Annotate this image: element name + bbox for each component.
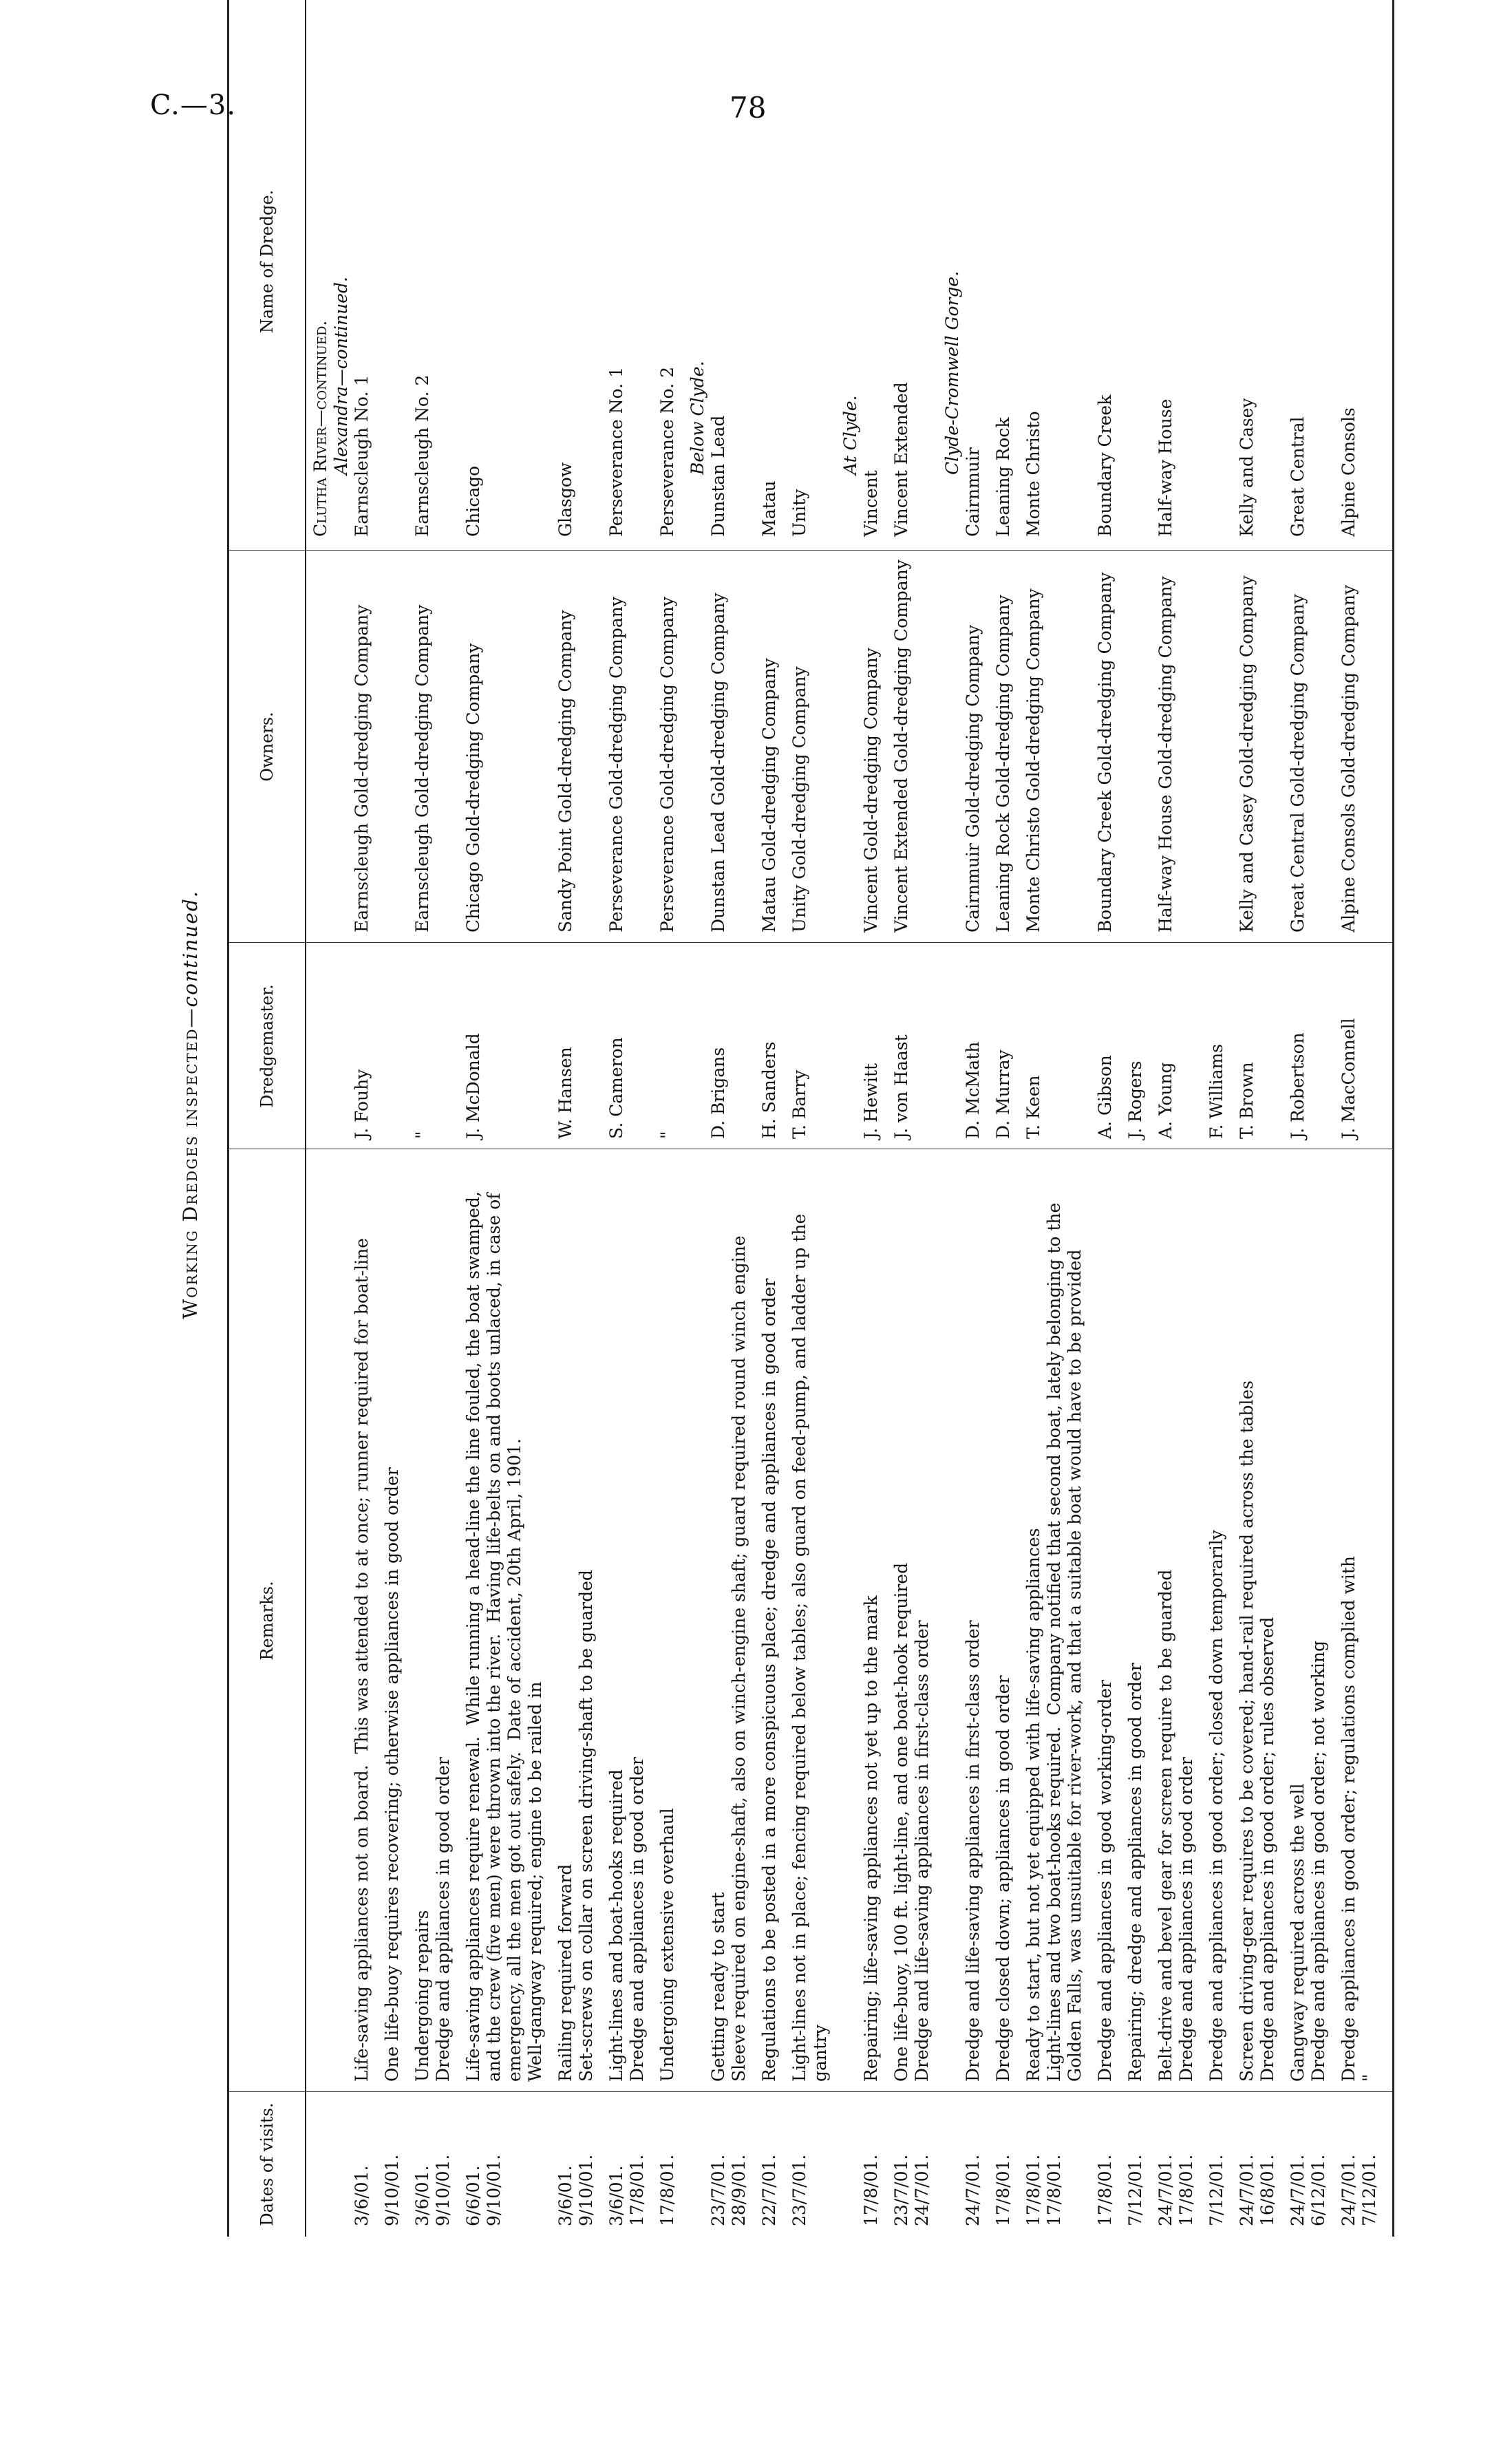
page-number: 78 <box>730 91 767 125</box>
owner-name: Cairnmuir Gold-dredging Company <box>963 624 983 932</box>
section-heading: Alexandra—continued. <box>331 277 351 475</box>
visit-dates: 17/8/01. <box>861 2154 881 2226</box>
dredgemaster: D. McMath <box>963 1041 983 1139</box>
column-divider <box>229 550 1392 943</box>
dredge-name: Chicago <box>463 465 483 537</box>
owner-name: Matau Gold-dredging Company <box>759 658 779 932</box>
owner-name: Kelly and Casey Gold-dredging Company <box>1237 575 1257 932</box>
visit-dates: 17/8/01. <box>993 2154 1013 2226</box>
dredgemaster: A. Young <box>1156 1062 1175 1139</box>
remarks-text: One life-buoy, 100 ft. light-line, and one boat-hook required Dredge and life-saving appliances in first-class order <box>891 1562 932 2082</box>
column-divider <box>229 2091 1392 2237</box>
dredge-name: Earnscleugh No. 2 <box>412 374 432 537</box>
dredge-name: Alpine Consols <box>1339 407 1359 537</box>
remarks-text: Ready to start, but not yet equipped with life-saving appliances Light-lines and two boat-hooks required. Company notified that second boat, lately belonging to the Golden Falls, was unsuitable for river-work, and that a suitable boat would have to be provided <box>1023 1202 1085 2082</box>
dredgemaster: " <box>412 1131 432 1139</box>
visit-dates: 7/12/01. <box>1125 2154 1145 2226</box>
visit-dates: 17/8/01. <box>657 2154 677 2226</box>
visit-dates: 23/7/01. <box>789 2154 809 2226</box>
owner-name: Great Central Gold-dredging Company <box>1288 594 1308 932</box>
column-divider <box>229 1149 1392 2092</box>
dredgemaster: F. Williams <box>1206 1043 1226 1139</box>
remarks-text: Dredge and life-saving appliances in first-class order <box>963 1620 983 2082</box>
visit-dates: 7/12/01. <box>1206 2154 1226 2226</box>
dredge-name: Dunstan Lead <box>708 415 728 537</box>
owner-name: Monte Christo Gold-dredging Company <box>1023 588 1043 932</box>
dredge-name: Glasgow <box>555 462 575 537</box>
dredge-name: Monte Christo <box>1023 411 1043 537</box>
owner-name: Perseverance Gold-dredging Company <box>606 597 626 932</box>
header-master: Dredgemaster. <box>257 984 277 1108</box>
remarks-text: Dredge appliances in good order; regulations complied with " <box>1339 1555 1379 2082</box>
visit-dates: 3/6/01. 9/10/01. <box>555 2154 596 2226</box>
owner-name: Unity Gold-dredging Company <box>789 666 809 932</box>
dredge-name: Boundary Creek <box>1095 394 1115 537</box>
remarks-text: Getting ready to start Sleeve required on engine-shaft, also on winch-engine shaft; guard required round winch engine <box>708 1235 749 2082</box>
dredges-table <box>227 0 1394 2237</box>
visit-dates: 23/7/01. 24/7/01. <box>891 2154 932 2226</box>
dredgemaster: T. Brown <box>1237 1062 1257 1139</box>
remarks-text: Dredge closed down; appliances in good order <box>993 1675 1013 2082</box>
owner-name: Alpine Consols Gold-dredging Company <box>1339 584 1359 932</box>
dredgemaster: T. Barry <box>789 1069 809 1139</box>
visit-dates: 3/6/01. 17/8/01. <box>606 2154 647 2226</box>
section-heading: Clutha River—continued. <box>310 320 330 537</box>
column-divider <box>229 942 1392 1149</box>
dredgemaster: J. Fouhy <box>352 1069 372 1139</box>
dredge-name: Perseverance No. 1 <box>606 367 626 537</box>
visit-dates: 24/7/01. 7/12/01. <box>1339 2154 1379 2226</box>
dredge-name: Half-way House <box>1156 398 1175 537</box>
dredge-name: Great Central <box>1288 416 1308 537</box>
header-owners: Owners. <box>257 712 277 782</box>
dredge-name: Matau <box>759 480 779 537</box>
section-heading: Below Clyde. <box>688 361 707 475</box>
visit-dates: 6/6/01. 9/10/01. <box>463 2154 504 2226</box>
dredgemaster: J. von Haast <box>891 1034 911 1139</box>
dredge-name: Kelly and Casey <box>1237 398 1257 537</box>
dredge-name: Vincent <box>861 470 881 537</box>
caption-title: Working Dredges inspected <box>179 1027 202 1319</box>
visit-dates: 17/8/01. <box>1095 2154 1115 2226</box>
owner-name: Chicago Gold-dredging Company <box>463 643 483 932</box>
visit-dates: 3/6/01. 9/10/01. <box>412 2154 453 2226</box>
remarks-text: Light-lines and boat-hooks required Dredge and appliances in good order <box>606 1757 647 2082</box>
visit-dates: 17/8/01. 17/8/01. <box>1023 2154 1064 2226</box>
dredge-name: Vincent Extended <box>891 382 911 537</box>
visit-dates: 23/7/01. 28/9/01. <box>708 2154 749 2226</box>
header-remarks: Remarks. <box>257 1581 277 1661</box>
visit-dates: 3/6/01. <box>352 2165 372 2226</box>
visit-dates: 22/7/01. <box>759 2154 779 2226</box>
table-caption <box>179 0 223 2237</box>
owner-name: Vincent Extended Gold-dredging Company <box>891 559 911 932</box>
owner-name: Dunstan Lead Gold-dredging Company <box>708 593 728 932</box>
dredgemaster: A. Gibson <box>1095 1055 1115 1139</box>
visit-dates: 9/10/01. <box>382 2154 402 2226</box>
owner-name: Boundary Creek Gold-dredging Company <box>1095 572 1115 932</box>
dredge-name: Cairnmuir <box>963 447 983 537</box>
owner-name: Vincent Gold-dredging Company <box>861 648 881 932</box>
dredgemaster: J. Hewitt <box>861 1063 881 1139</box>
dredgemaster: T. Keen <box>1023 1075 1043 1139</box>
dredge-name: Unity <box>789 489 809 537</box>
remarks-text: One life-buoy requires recovering; otherwise appliances in good order <box>382 1467 402 2082</box>
rotated-table-region <box>179 0 1411 2237</box>
remarks-text: Life-saving appliances require renewal. While running a head-line the line fouled, the boat swamped, and the crew (five men) were thrown into the river. Having life-belts on and boots unlaced, in case of emergency, all the men got out safely. Date of accident, 20th April, 1901. Well-gangway required; engine to be railed in <box>463 1191 545 2082</box>
dredgemaster: J. MacConnell <box>1339 1018 1359 1139</box>
owner-name: Earnscleugh Gold-dredging Company <box>352 604 372 932</box>
dredge-name: Earnscleugh No. 1 <box>352 374 372 537</box>
dredgemaster: J. Rogers <box>1125 1060 1145 1139</box>
remarks-text: Regulations to be posted in a more conspicuous place; dredge and appliances in good order <box>759 1278 779 2082</box>
remarks-text: Belt-drive and bevel gear for screen require to be guarded Dredge and appliances in good order <box>1156 1569 1196 2082</box>
remarks-text: Light-lines not in place; fencing required below tables; also guard on feed-pump, and ladder up the gantry <box>789 1208 830 2082</box>
dredgemaster: " <box>657 1131 677 1139</box>
remarks-text: Life-saving appliances not on board. This was attended to at once; runner required for boat-line <box>352 1237 372 2082</box>
visit-dates: 24/7/01. 16/8/01. <box>1237 2154 1277 2226</box>
remarks-text: Repairing; dredge and appliances in good order <box>1125 1663 1145 2082</box>
dredge-name: Perseverance No. 2 <box>657 367 677 537</box>
owner-name: Perseverance Gold-dredging Company <box>657 597 677 932</box>
dredgemaster: W. Hansen <box>555 1047 575 1139</box>
visit-dates: 24/7/01. 6/12/01. <box>1288 2154 1328 2226</box>
visit-dates: 24/7/01. <box>963 2154 983 2226</box>
dredgemaster: D. Murray <box>993 1049 1013 1139</box>
caption-continued: —continued. <box>179 890 202 1028</box>
owner-name: Earnscleugh Gold-dredging Company <box>412 604 432 932</box>
dredgemaster: S. Cameron <box>606 1037 626 1139</box>
dredgemaster: J. McDonald <box>463 1033 483 1139</box>
remarks-text: Undergoing repairs Dredge and appliances in good order <box>412 1757 453 2082</box>
remarks-text: Railing required forward Set-screws on collar on screen driving-shaft to be guarded <box>555 1570 596 2082</box>
remarks-text: Dredge and appliances in good order; closed down temporarily <box>1206 1530 1226 2082</box>
remarks-text: Screen driving-gear requires to be covered; hand-rail required across the tables Dredge and appliances in good order; rules observed <box>1237 1380 1277 2082</box>
header-dates: Dates of visits. <box>257 2102 277 2226</box>
remarks-text: Undergoing extensive overhaul <box>657 1808 677 2082</box>
owner-name: Half-way House Gold-dredging Company <box>1156 576 1175 932</box>
section-heading: At Clyde. <box>840 395 860 475</box>
dredge-name: Leaning Rock <box>993 417 1013 537</box>
remarks-text: Dredge and appliances in good working-order <box>1095 1680 1115 2082</box>
dredgemaster: H. Sanders <box>759 1041 779 1139</box>
remarks-text: Gangway required across the well Dredge and appliances in good order; not working <box>1288 1641 1328 2082</box>
page-identifier: C.—3. <box>150 89 237 121</box>
dredgemaster: D. Brigans <box>708 1047 728 1139</box>
owner-name: Sandy Point Gold-dredging Company <box>555 610 575 932</box>
section-heading: Clyde-Cromwell Gorge. <box>942 270 962 475</box>
owner-name: Leaning Rock Gold-dredging Company <box>993 595 1013 932</box>
visit-dates: 24/7/01. 17/8/01. <box>1156 2154 1196 2226</box>
header-name: Name of Dredge. <box>257 189 277 334</box>
dredgemaster: J. Robertson <box>1288 1032 1308 1139</box>
remarks-text: Repairing; life-saving appliances not yet up to the mark <box>861 1595 881 2082</box>
